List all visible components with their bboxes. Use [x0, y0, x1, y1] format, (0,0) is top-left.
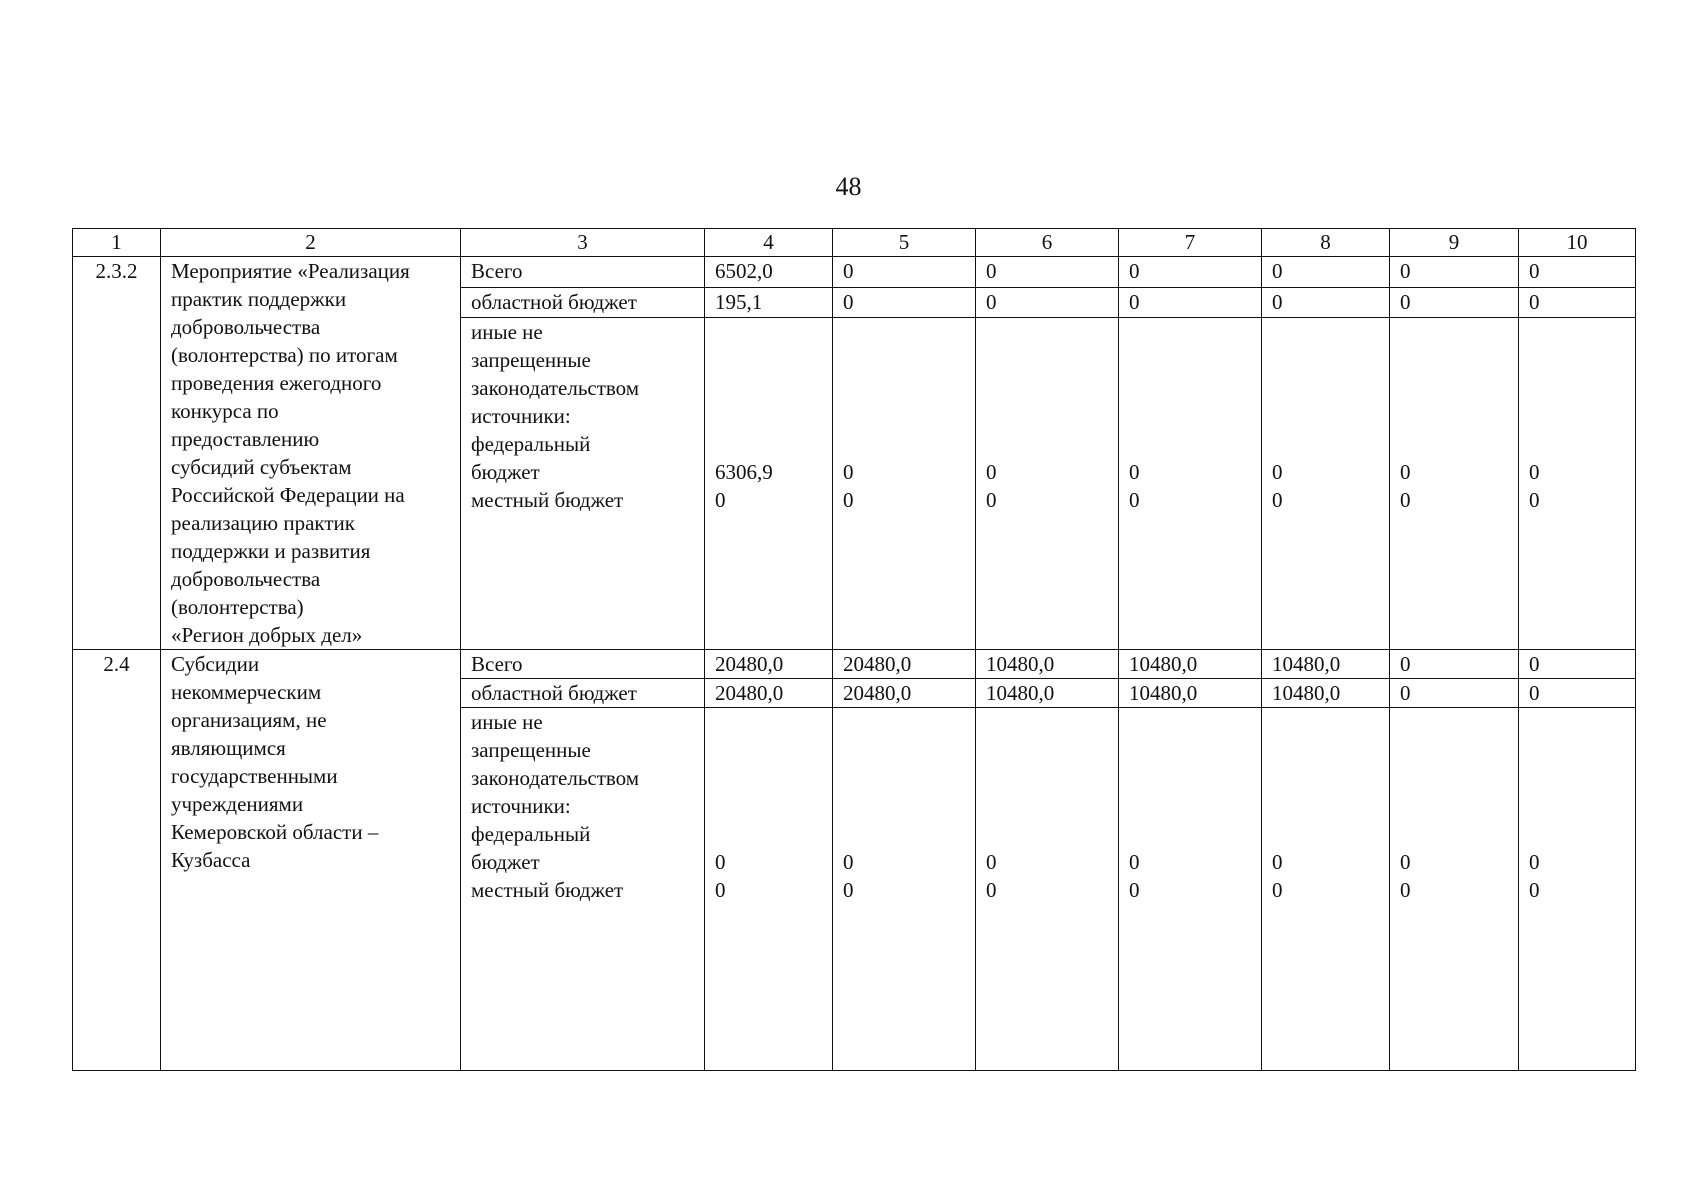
line-spacer — [986, 764, 1108, 792]
header-cell: 8 — [1262, 229, 1390, 257]
local-value: 0 — [1272, 878, 1283, 902]
source-label-line: местный бюджет — [471, 488, 624, 512]
line-spacer — [715, 346, 822, 374]
header-cell: 3 — [461, 229, 705, 257]
federal-value: 0 — [715, 850, 726, 874]
value-cell: 0 — [1519, 287, 1636, 318]
line-spacer — [986, 736, 1108, 764]
line-spacer — [986, 402, 1108, 430]
local-value: 0 — [843, 878, 854, 902]
source-label-line: бюджет — [471, 460, 540, 484]
header-cell: 1 — [73, 229, 161, 257]
line-spacer — [715, 430, 822, 458]
value-cell: 10480,0 — [1262, 650, 1390, 679]
value-cell: 0 — [1119, 257, 1262, 288]
page-number: 48 — [835, 172, 862, 201]
line-spacer — [1129, 764, 1251, 792]
federal-value: 0 — [1272, 460, 1283, 484]
line-spacer — [715, 318, 822, 346]
line-spacer — [1129, 318, 1251, 346]
line-spacer — [1129, 708, 1251, 736]
source-label-regional: областной бюджет — [461, 679, 705, 708]
value-cell: 10480,0 — [1119, 650, 1262, 679]
value-cell: 6502,0 — [705, 257, 833, 288]
line-spacer — [986, 430, 1108, 458]
source-label-line: источники: — [471, 404, 571, 428]
line-spacer — [1129, 736, 1251, 764]
federal-value: 0 — [986, 850, 997, 874]
value-cell: 0 — [1519, 679, 1636, 708]
source-label-line: источники: — [471, 794, 571, 818]
federal-value: 0 — [843, 460, 854, 484]
item-name-line: практик поддержки — [171, 287, 347, 311]
line-spacer — [715, 374, 822, 402]
local-value: 0 — [715, 488, 726, 512]
federal-value: 0 — [986, 460, 997, 484]
line-spacer — [1129, 820, 1251, 848]
federal-value: 0 — [1529, 460, 1540, 484]
source-label-line: запрещенные — [471, 738, 591, 762]
value-cell — [1119, 708, 1262, 1071]
value-cell: 0 — [1390, 287, 1519, 318]
source-label-regional: областной бюджет — [461, 287, 705, 318]
header-cell: 6 — [976, 229, 1119, 257]
header-cell: 2 — [161, 229, 461, 257]
item-name-line: предоставлению — [171, 427, 320, 451]
item-name-line: организациям, не — [171, 708, 327, 732]
line-spacer — [1529, 430, 1625, 458]
source-label-line: запрещенные — [471, 348, 591, 372]
value-cell: 20480,0 — [833, 650, 976, 679]
local-value: 0 — [986, 878, 997, 902]
line-spacer — [843, 430, 965, 458]
line-spacer — [1529, 736, 1625, 764]
source-label-line: законодательством — [471, 376, 640, 400]
line-spacer — [986, 346, 1108, 374]
line-spacer — [1129, 430, 1251, 458]
line-spacer — [986, 318, 1108, 346]
source-label-line: законодательством — [471, 766, 640, 790]
local-value: 0 — [1529, 488, 1540, 512]
federal-value: 6306,9 — [715, 460, 773, 484]
line-spacer — [1129, 346, 1251, 374]
line-spacer — [1400, 708, 1508, 736]
item-name — [161, 650, 461, 1071]
header-cell: 10 — [1519, 229, 1636, 257]
header-cell: 9 — [1390, 229, 1519, 257]
line-spacer — [1272, 708, 1379, 736]
line-spacer — [1272, 792, 1379, 820]
value-cell: 195,1 — [705, 287, 833, 318]
value-cell — [976, 318, 1119, 650]
source-label-line: иные не — [471, 710, 543, 734]
line-spacer — [715, 402, 822, 430]
value-cell: 0 — [976, 287, 1119, 318]
line-spacer — [715, 792, 822, 820]
local-value: 0 — [1529, 878, 1540, 902]
local-value: 0 — [1129, 488, 1140, 512]
source-label-other — [461, 318, 705, 650]
item-name-line: учреждениями — [171, 792, 304, 816]
line-spacer — [843, 374, 965, 402]
value-cell — [1519, 708, 1636, 1071]
item-name-line: являющимся — [171, 736, 286, 760]
value-cell: 10480,0 — [1119, 679, 1262, 708]
item-name-line: субсидий субъектам — [171, 455, 352, 479]
local-value: 0 — [843, 488, 854, 512]
line-spacer — [1400, 820, 1508, 848]
federal-value: 0 — [1529, 850, 1540, 874]
value-cell — [705, 708, 833, 1071]
value-cell — [1390, 708, 1519, 1071]
local-value: 0 — [1400, 878, 1411, 902]
value-cell: 20480,0 — [705, 679, 833, 708]
item-name-line: «Регион добрых дел» — [171, 623, 363, 647]
line-spacer — [715, 708, 822, 736]
line-spacer — [1529, 708, 1625, 736]
line-spacer — [715, 736, 822, 764]
local-value: 0 — [1129, 878, 1140, 902]
header-cell: 5 — [833, 229, 976, 257]
source-label-line: бюджет — [471, 850, 540, 874]
value-cell — [705, 318, 833, 650]
item-name-line: поддержки и развития — [171, 539, 371, 563]
table-row — [73, 257, 1636, 288]
line-spacer — [1529, 318, 1625, 346]
line-spacer — [1529, 402, 1625, 430]
item-name-line: Российской Федерации на — [171, 483, 405, 507]
value-cell: 0 — [833, 257, 976, 288]
source-label-line: иные не — [471, 320, 543, 344]
local-value: 0 — [1400, 488, 1411, 512]
item-name-line: Кемеровской области – — [171, 820, 379, 844]
item-name-line: государственными — [171, 764, 338, 788]
value-cell: 0 — [1119, 287, 1262, 318]
line-spacer — [843, 820, 965, 848]
item-name-line: добровольчества — [171, 315, 321, 339]
local-value: 0 — [715, 878, 726, 902]
item-name-line: некоммерческим — [171, 680, 322, 704]
line-spacer — [843, 736, 965, 764]
value-cell: 10480,0 — [1262, 679, 1390, 708]
item-name-line: конкурса по — [171, 399, 279, 423]
item-name — [161, 257, 461, 650]
line-spacer — [1400, 402, 1508, 430]
line-spacer — [1272, 430, 1379, 458]
item-name-line: (волонтерства) — [171, 595, 304, 619]
line-spacer — [1129, 374, 1251, 402]
line-spacer — [843, 792, 965, 820]
item-name-line: Кузбасса — [171, 848, 251, 872]
source-label-line: федеральный — [471, 432, 591, 456]
line-spacer — [1272, 318, 1379, 346]
funding-table — [72, 228, 1636, 1071]
item-name-line: Мероприятие «Реализация — [171, 259, 410, 283]
federal-value: 0 — [1129, 460, 1140, 484]
line-spacer — [1529, 374, 1625, 402]
value-cell — [833, 708, 976, 1071]
value-cell: 0 — [1519, 257, 1636, 288]
line-spacer — [1272, 736, 1379, 764]
value-cell: 0 — [833, 287, 976, 318]
line-spacer — [1272, 374, 1379, 402]
line-spacer — [1129, 402, 1251, 430]
line-spacer — [1272, 820, 1379, 848]
value-cell — [1390, 318, 1519, 650]
value-cell: 0 — [1262, 287, 1390, 318]
federal-value: 0 — [1129, 850, 1140, 874]
source-label-line: местный бюджет — [471, 878, 624, 902]
line-spacer — [843, 346, 965, 374]
value-cell: 10480,0 — [976, 679, 1119, 708]
federal-value: 0 — [843, 850, 854, 874]
line-spacer — [1272, 402, 1379, 430]
line-spacer — [986, 708, 1108, 736]
item-name-line: проведения ежегодного — [171, 371, 382, 395]
header-row — [73, 229, 1636, 257]
value-cell: 20480,0 — [705, 650, 833, 679]
line-spacer — [1400, 764, 1508, 792]
value-cell: 0 — [1390, 650, 1519, 679]
item-number: 2.3.2 — [73, 257, 161, 650]
line-spacer — [1400, 346, 1508, 374]
line-spacer — [715, 820, 822, 848]
line-spacer — [1529, 764, 1625, 792]
line-spacer — [1129, 792, 1251, 820]
value-cell: 0 — [1262, 257, 1390, 288]
line-spacer — [1400, 430, 1508, 458]
item-name-line: добровольчества — [171, 567, 321, 591]
line-spacer — [1400, 792, 1508, 820]
source-label-total: Всего — [461, 257, 705, 288]
line-spacer — [843, 764, 965, 792]
line-spacer — [715, 764, 822, 792]
line-spacer — [1529, 820, 1625, 848]
value-cell: 20480,0 — [833, 679, 976, 708]
line-spacer — [1400, 736, 1508, 764]
value-cell: 0 — [1390, 257, 1519, 288]
value-cell — [976, 708, 1119, 1071]
line-spacer — [1272, 346, 1379, 374]
value-cell: 0 — [1390, 679, 1519, 708]
line-spacer — [986, 792, 1108, 820]
value-cell — [1519, 318, 1636, 650]
source-label-line: федеральный — [471, 822, 591, 846]
header-cell: 4 — [705, 229, 833, 257]
item-name-line: Субсидии — [171, 652, 260, 676]
line-spacer — [843, 708, 965, 736]
source-label-other — [461, 708, 705, 1071]
line-spacer — [1272, 764, 1379, 792]
item-name-line: (волонтерства) по итогам — [171, 343, 398, 367]
line-spacer — [843, 402, 965, 430]
local-value: 0 — [1272, 488, 1283, 512]
line-spacer — [843, 318, 965, 346]
item-name-line: реализацию практик — [171, 511, 355, 535]
value-cell: 10480,0 — [976, 650, 1119, 679]
line-spacer — [1400, 318, 1508, 346]
source-label-total: Всего — [461, 650, 705, 679]
item-number: 2.4 — [73, 650, 161, 1071]
line-spacer — [1529, 792, 1625, 820]
header-cell: 7 — [1119, 229, 1262, 257]
value-cell — [1262, 318, 1390, 650]
value-cell — [1119, 318, 1262, 650]
line-spacer — [986, 374, 1108, 402]
value-cell: 0 — [976, 257, 1119, 288]
line-spacer — [1400, 374, 1508, 402]
value-cell — [833, 318, 976, 650]
federal-value: 0 — [1400, 850, 1411, 874]
line-spacer — [986, 820, 1108, 848]
value-cell: 0 — [1519, 650, 1636, 679]
federal-value: 0 — [1400, 460, 1411, 484]
value-cell — [1262, 708, 1390, 1071]
line-spacer — [1529, 346, 1625, 374]
federal-value: 0 — [1272, 850, 1283, 874]
local-value: 0 — [986, 488, 997, 512]
table-row — [73, 650, 1636, 679]
